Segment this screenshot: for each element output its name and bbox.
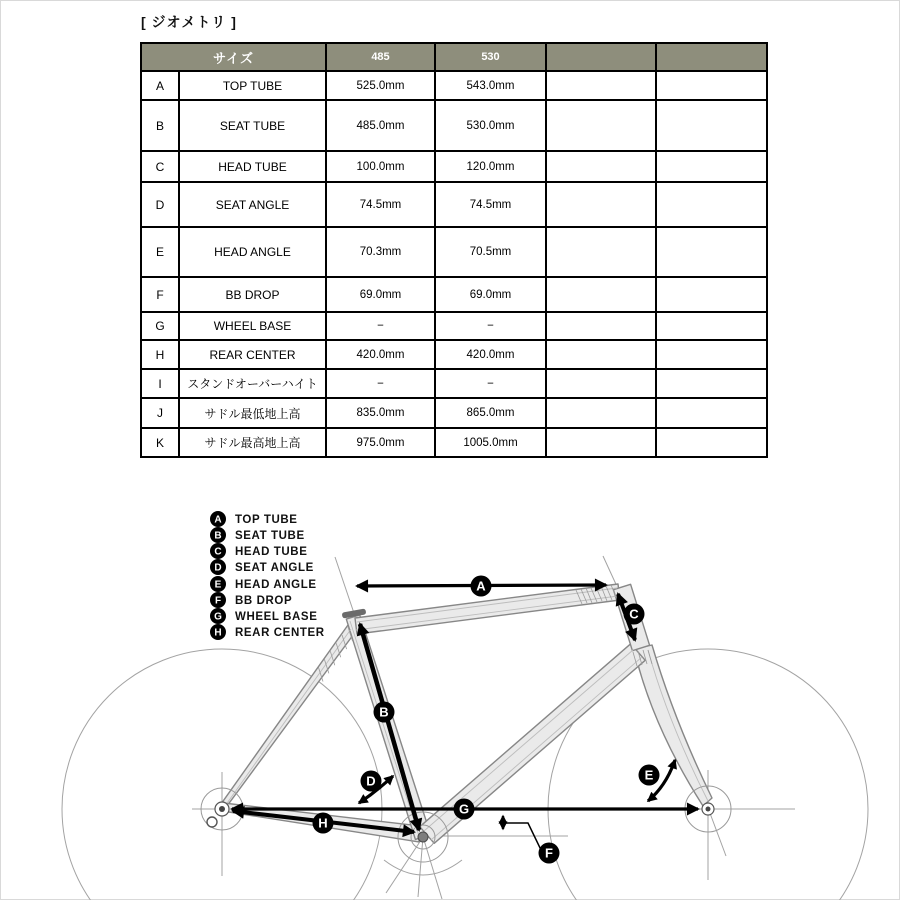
row-name: BB DROP (179, 277, 326, 312)
legend-item-e (210, 576, 317, 592)
marker-letter-h: H (318, 815, 328, 831)
header-485: 485 (326, 43, 435, 71)
legend-letter: H (214, 627, 222, 639)
row-empty-2 (656, 312, 767, 340)
row-value-485: 975.0mm (326, 428, 435, 457)
marker-circle-a (471, 576, 492, 597)
header-empty-1 (546, 43, 656, 71)
row-letter: J (141, 398, 179, 428)
legend-label: TOP TUBE (235, 514, 298, 526)
marker-circle-f (539, 843, 560, 864)
marker-letter-d: D (366, 773, 376, 789)
table-row (141, 340, 767, 369)
row-name: HEAD ANGLE (179, 227, 326, 277)
legend-item-c (210, 543, 308, 559)
row-empty-1 (546, 100, 656, 151)
legend-item-f (210, 592, 292, 608)
legend-letter: B (214, 530, 222, 542)
legend-letter: C (214, 546, 222, 558)
legend-label: SEAT TUBE (235, 530, 305, 542)
diagram-legend (210, 511, 325, 640)
legend-label: WHEEL BASE (235, 611, 318, 623)
row-name: REAR CENTER (179, 340, 326, 369)
row-letter: H (141, 340, 179, 369)
row-value-530: 530.0mm (435, 100, 546, 151)
row-empty-1 (546, 398, 656, 428)
marker-circle-c (624, 604, 645, 625)
table-row (141, 428, 767, 457)
legend-label: SEAT ANGLE (235, 562, 314, 574)
row-empty-2 (656, 71, 767, 100)
row-value-530: 865.0mm (435, 398, 546, 428)
legend-item-d (210, 559, 314, 575)
row-value-485: − (326, 312, 435, 340)
marker-circle-d (361, 771, 382, 792)
table-row (141, 151, 767, 182)
marker-circle-e (639, 765, 660, 786)
legend-label: HEAD TUBE (235, 546, 308, 558)
legend-label: REAR CENTER (235, 627, 325, 639)
row-value-485: 525.0mm (326, 71, 435, 100)
row-name: HEAD TUBE (179, 151, 326, 182)
row-value-530: 1005.0mm (435, 428, 546, 457)
row-empty-2 (656, 227, 767, 277)
row-empty-1 (546, 369, 656, 398)
arrow-seattube-B (360, 624, 419, 830)
row-value-485: 74.5mm (326, 182, 435, 227)
header-size: サイズ (141, 43, 326, 71)
legend-item-a (210, 511, 298, 527)
row-letter: F (141, 277, 179, 312)
row-empty-2 (656, 182, 767, 227)
marker-circle-b (374, 702, 395, 723)
row-empty-2 (656, 277, 767, 312)
page-title: [ ジオメトリ ] (141, 14, 237, 30)
header-530: 530 (435, 43, 546, 71)
table-row (141, 71, 767, 100)
row-value-530: 120.0mm (435, 151, 546, 182)
row-empty-2 (656, 428, 767, 457)
row-value-485: 69.0mm (326, 277, 435, 312)
table-row (141, 369, 767, 398)
derailleur-hanger (207, 817, 217, 827)
row-name: SEAT TUBE (179, 100, 326, 151)
down-tube (420, 644, 645, 844)
row-empty-1 (546, 71, 656, 100)
row-empty-2 (656, 151, 767, 182)
legend-letter: F (214, 595, 222, 607)
row-name: TOP TUBE (179, 71, 326, 100)
row-letter: A (141, 71, 179, 100)
row-empty-2 (656, 369, 767, 398)
table-row (141, 182, 767, 227)
row-value-485: 100.0mm (326, 151, 435, 182)
marker-circle-h (313, 813, 334, 834)
marker-letter-f: F (545, 845, 553, 861)
marker-letter-c: C (629, 606, 639, 622)
table-header-row (141, 43, 767, 71)
row-value-485: 70.3mm (326, 227, 435, 277)
legend-item-b (210, 527, 305, 543)
row-value-530: 70.5mm (435, 227, 546, 277)
row-value-530: − (435, 369, 546, 398)
row-name: サドル最低地上高 (179, 398, 326, 428)
table-row (141, 100, 767, 151)
legend-letter: G (214, 611, 222, 623)
table-row (141, 277, 767, 312)
row-empty-1 (546, 151, 656, 182)
rear-hub-dot (219, 806, 225, 812)
row-letter: E (141, 227, 179, 277)
legend-item-g (210, 608, 317, 624)
row-letter: I (141, 369, 179, 398)
table-row (141, 227, 767, 277)
row-letter: D (141, 182, 179, 227)
row-empty-2 (656, 100, 767, 151)
marker-letter-g: G (458, 801, 470, 817)
row-name: スタンドオーバーハイト (179, 369, 326, 398)
row-value-485: − (326, 369, 435, 398)
row-name: SEAT ANGLE (179, 182, 326, 227)
table-row (141, 312, 767, 340)
row-empty-1 (546, 182, 656, 227)
row-name: サドル最高地上高 (179, 428, 326, 457)
row-value-530: 543.0mm (435, 71, 546, 100)
row-letter: G (141, 312, 179, 340)
row-value-485: 835.0mm (326, 398, 435, 428)
legend-item-h (210, 624, 325, 640)
row-empty-1 (546, 312, 656, 340)
row-letter: B (141, 100, 179, 151)
crank-line-2 (418, 837, 423, 897)
legend-label: BB DROP (235, 595, 293, 607)
row-value-530: 69.0mm (435, 277, 546, 312)
marker-letter-a: A (476, 578, 486, 594)
marker-letter-e: E (644, 767, 654, 783)
marker-circle-g (454, 799, 475, 820)
row-value-485: 485.0mm (326, 100, 435, 151)
row-letter: K (141, 428, 179, 457)
row-empty-1 (546, 227, 656, 277)
legend-label: HEAD ANGLE (235, 579, 317, 591)
front-hub-dot (706, 807, 711, 812)
marker-letter-b: B (379, 704, 389, 720)
row-empty-2 (656, 340, 767, 369)
bbdrop-leader-line (505, 823, 545, 852)
row-value-530: 74.5mm (435, 182, 546, 227)
bb-dot (418, 832, 428, 842)
legend-letter: A (214, 514, 222, 526)
row-empty-1 (546, 277, 656, 312)
table-row (141, 398, 767, 428)
legend-letter: D (214, 562, 222, 574)
row-value-530: 420.0mm (435, 340, 546, 369)
geometry-table (140, 42, 768, 458)
bike-geometry-diagram (0, 480, 900, 900)
row-value-485: 420.0mm (326, 340, 435, 369)
row-name: WHEEL BASE (179, 312, 326, 340)
row-empty-1 (546, 428, 656, 457)
row-empty-1 (546, 340, 656, 369)
row-value-530: − (435, 312, 546, 340)
row-letter: C (141, 151, 179, 182)
legend-letter: E (214, 579, 222, 591)
header-empty-2 (656, 43, 767, 71)
row-empty-2 (656, 398, 767, 428)
